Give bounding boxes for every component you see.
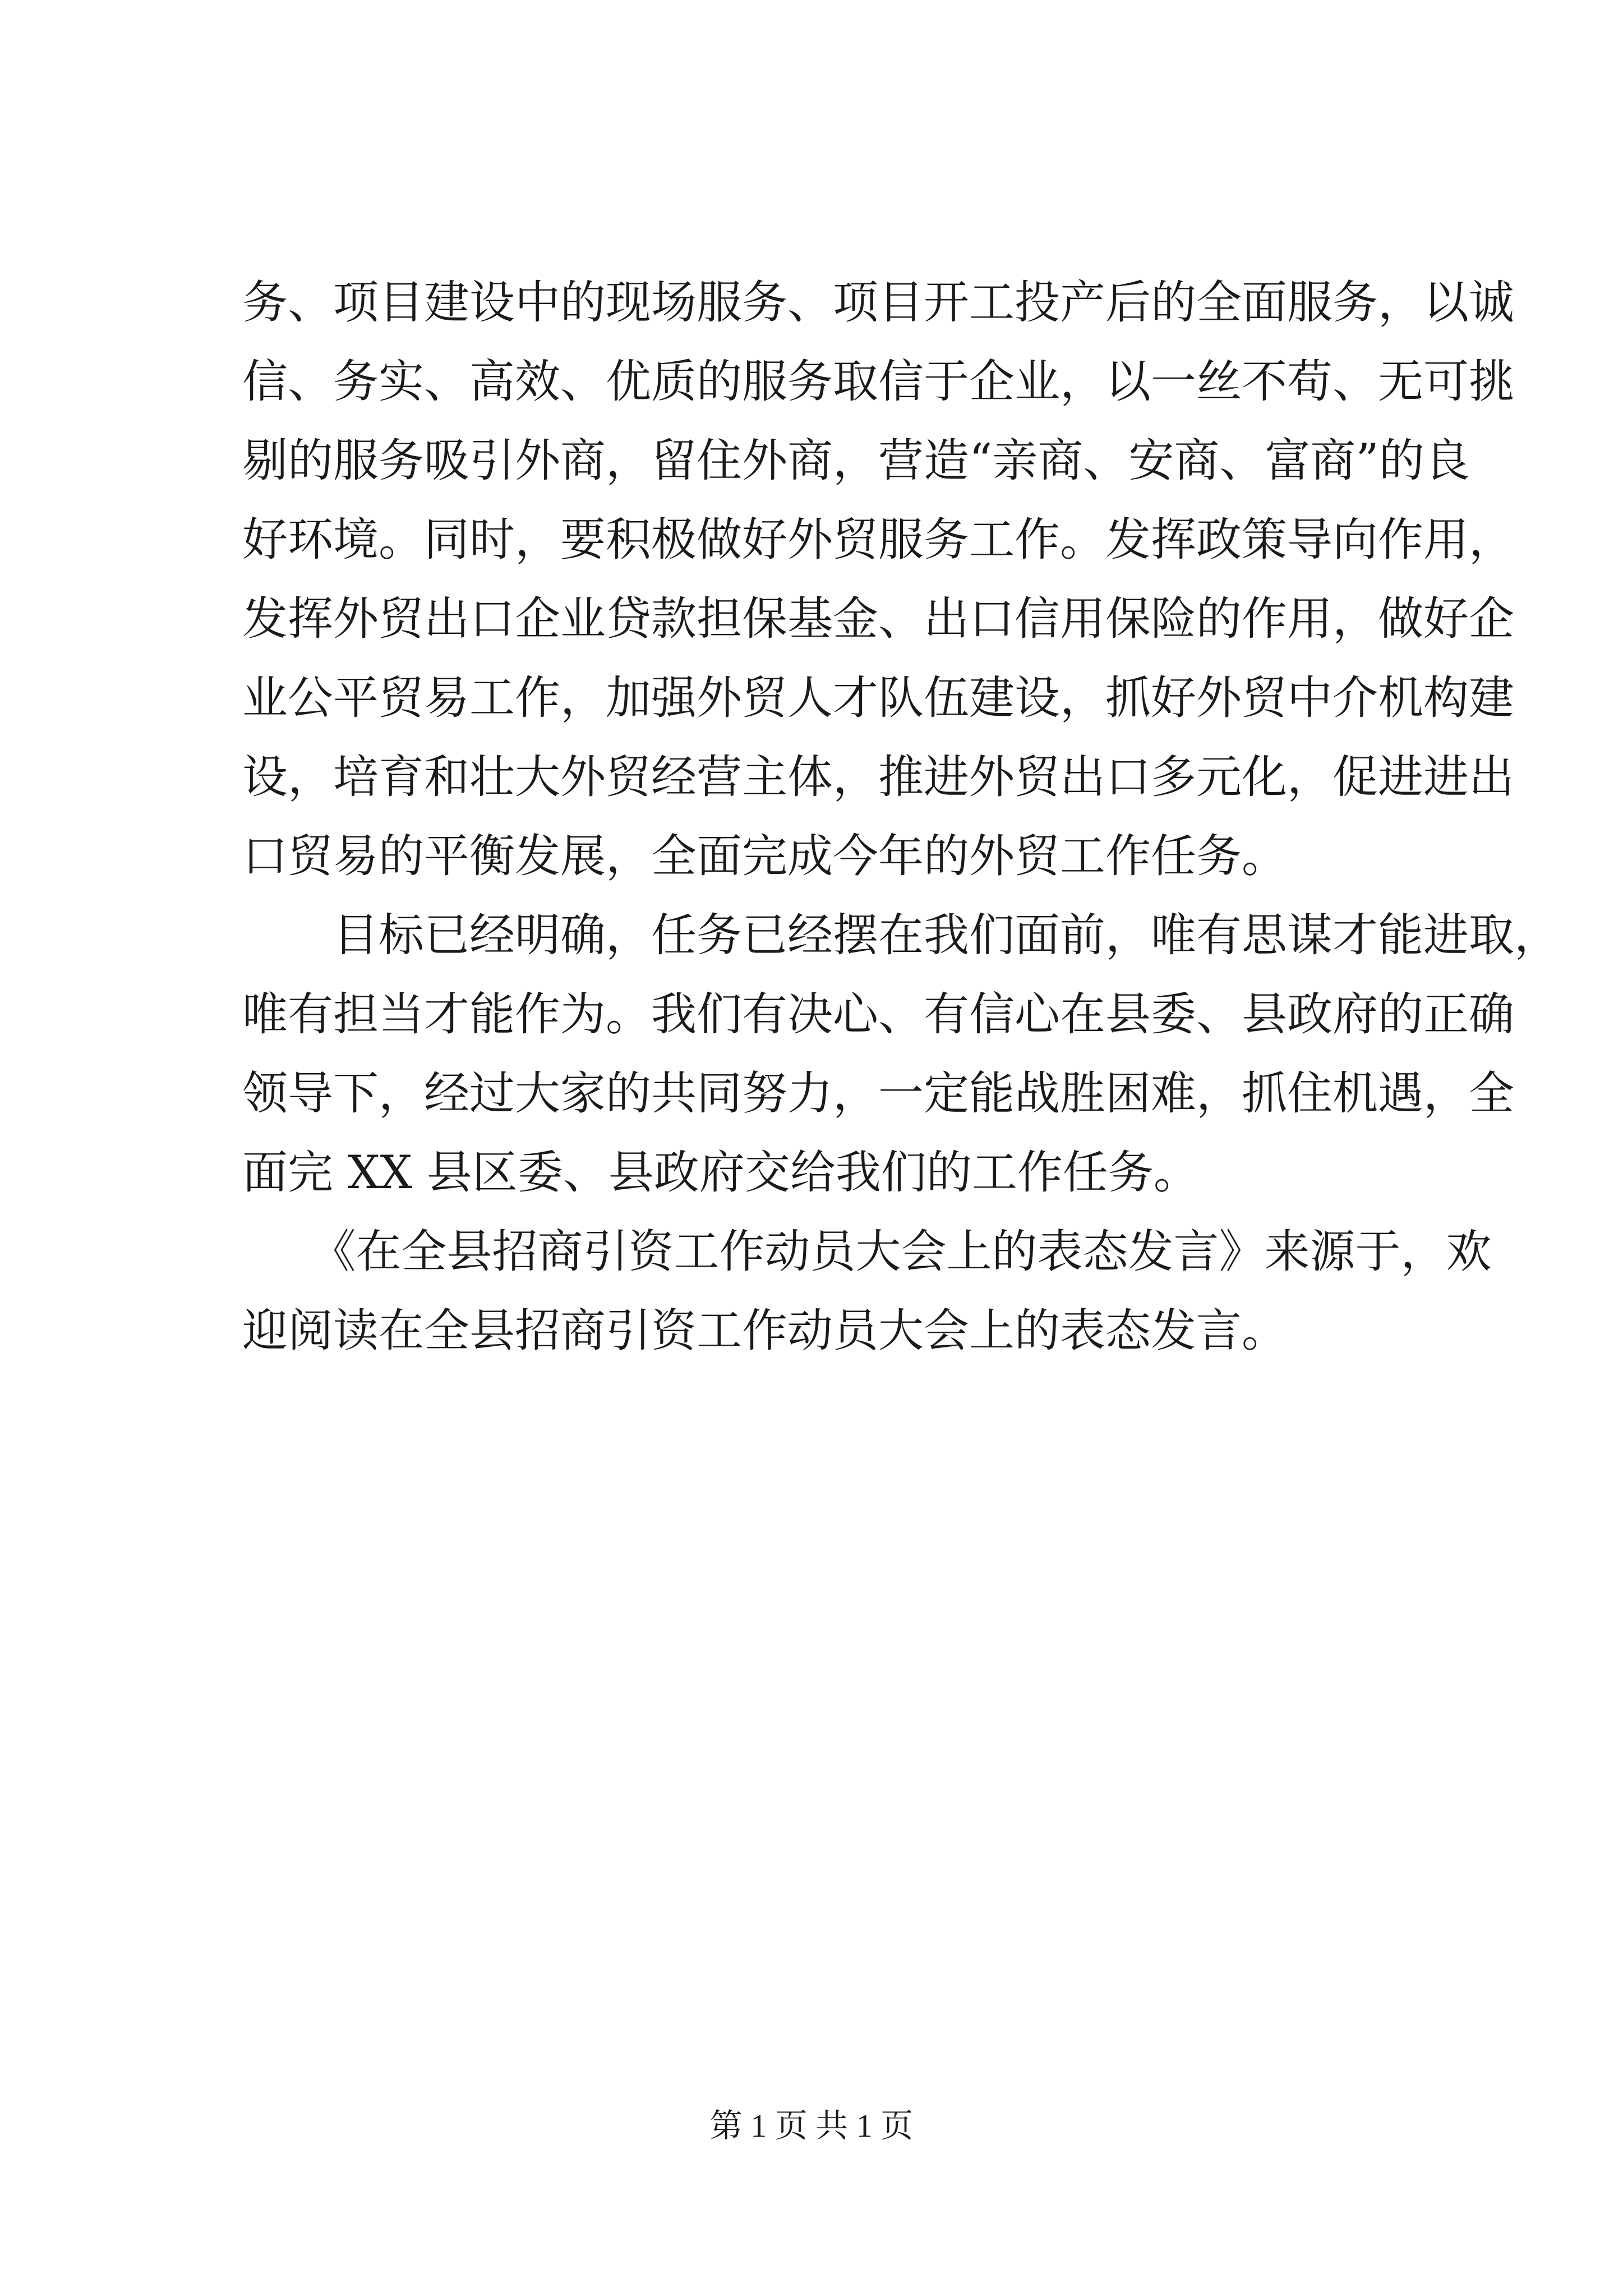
text-line: 迎阅读在全县招商引资工作动员大会上的表态发言。 <box>242 1305 1288 1358</box>
text-line: 口贸易的平衡发展，全面完成今年的外贸工作任务。 <box>242 830 1288 883</box>
text-line: 目标已经明确，任务已经摆在我们面前，唯有思谋才能进取， <box>242 909 1560 962</box>
page-number-footer: 第 1 页 共 1 页 <box>709 2108 914 2144</box>
paragraph <box>242 264 1515 896</box>
text-line: 业公平贸易工作，加强外贸人才队伍建设，抓好外贸中介机构建 <box>242 672 1515 725</box>
text-line: 面完 XX 县区委、县政府交给我们的工作任务。 <box>242 1147 1199 1199</box>
text-line: 设，培育和壮大外贸经营主体，推进外贸出口多元化，促进进出 <box>242 751 1515 804</box>
text-line: 唯有担当才能作为。我们有决心、有信心在县委、县政府的正确 <box>242 988 1515 1041</box>
text-line: 务、项目建设中的现场服务、项目开工投产后的全面服务，以诚 <box>242 277 1515 329</box>
text-line: 领导下，经过大家的共同努力，一定能战胜困难，抓住机遇，全 <box>242 1068 1515 1120</box>
text-line: 好环境。同时，要积极做好外贸服务工作。发挥政策导向作用， <box>242 514 1515 567</box>
text-line: 剔的服务吸引外商，留住外商，营造“亲商、安商、富商”的良 <box>242 435 1470 487</box>
text-line: 发挥外贸出口企业贷款担保基金、出口信用保险的作用，做好企 <box>242 593 1515 646</box>
paragraph <box>242 1213 1492 1371</box>
document-body <box>242 264 1560 1371</box>
text-line: 《在全县招商引资工作动员大会上的表态发言》来源于，欢 <box>242 1226 1492 1278</box>
paragraph <box>242 896 1560 1213</box>
text-line: 信、务实、高效、优质的服务取信于企业，以一丝不苟、无可挑 <box>242 356 1515 408</box>
